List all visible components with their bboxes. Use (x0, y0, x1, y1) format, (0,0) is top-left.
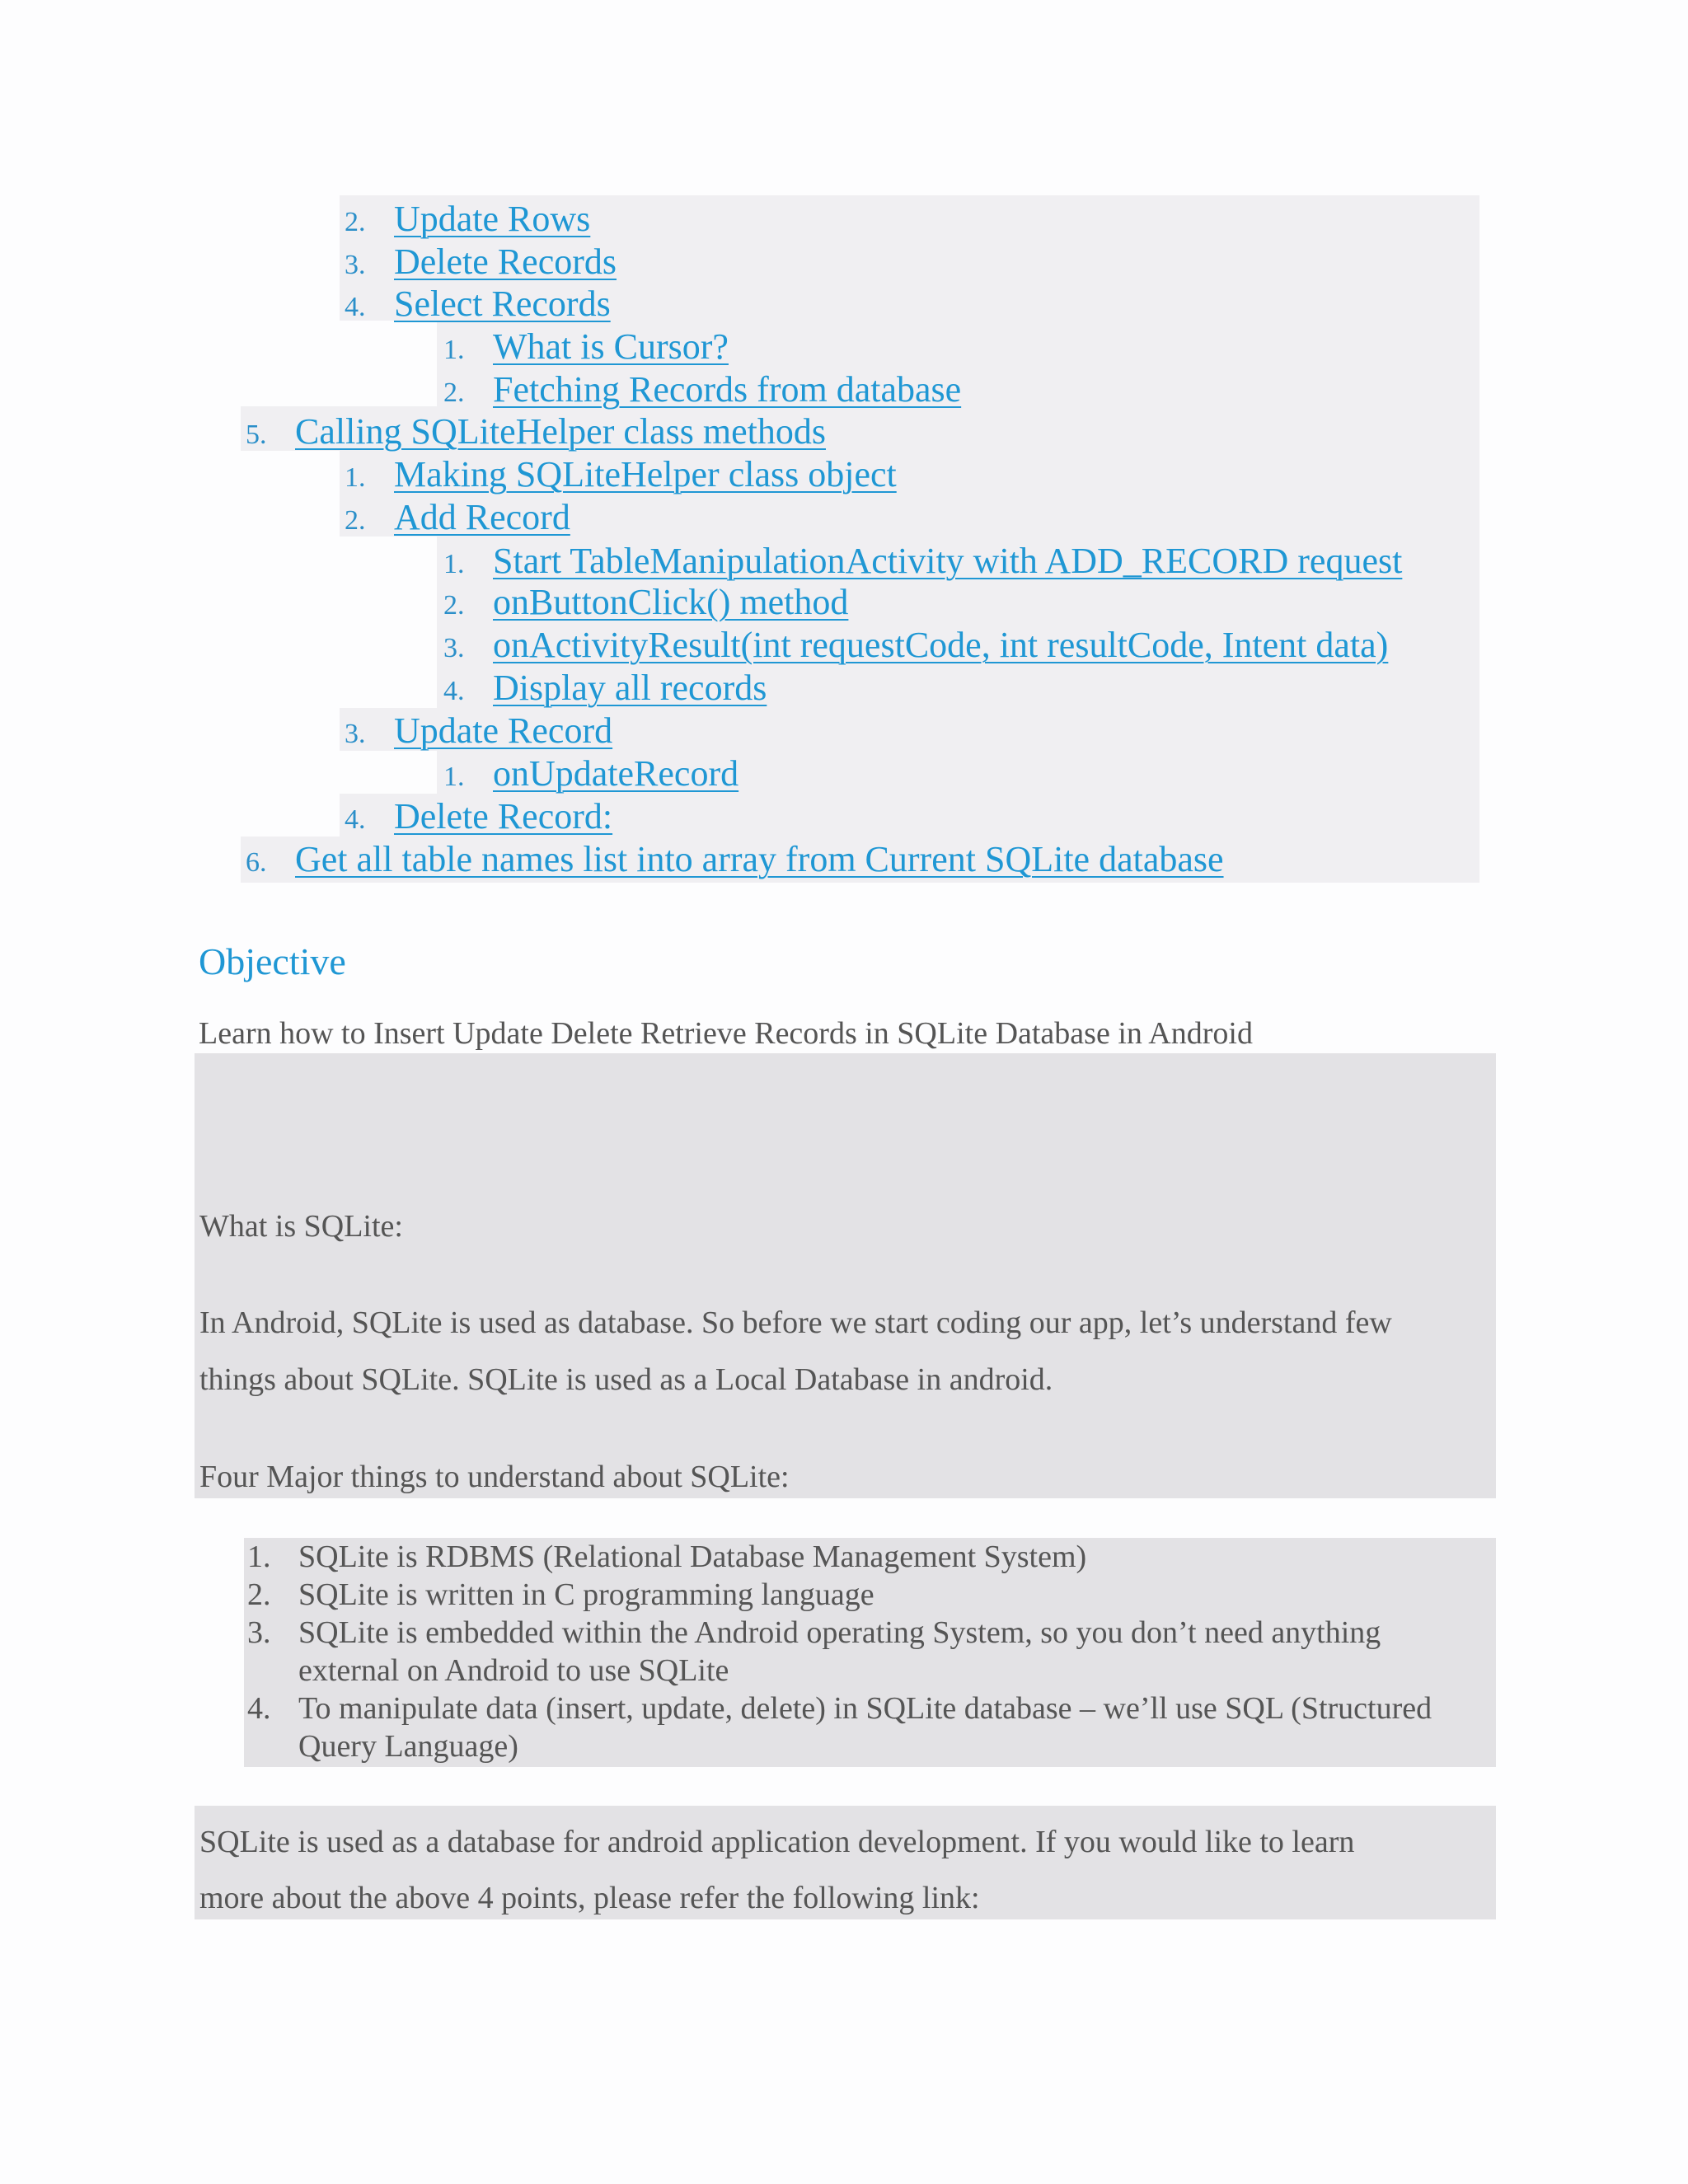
toc-link-making-object[interactable]: Making SQLiteHelper class object (394, 454, 897, 494)
toc-item-number: 2. (443, 590, 465, 621)
what-is-sqlite-paragraph-line2: things about SQLite. SQLite is used as a Local Database in android. (199, 1362, 1053, 1397)
list-item-number: 1. (247, 1540, 271, 1574)
toc-item (443, 368, 961, 411)
list-item-number: 3. (247, 1615, 271, 1650)
list-item-text: To manipulate data (insert, update, delete) in SQLite database – we’ll use SQL (Structured Query Language) (298, 1691, 1432, 1764)
objective-text: Learn how to Insert Update Delete Retrieve Records in SQLite Database in Android (199, 1016, 1253, 1051)
toc-item (345, 795, 612, 838)
toc-item-number: 6. (246, 847, 267, 878)
toc-item (246, 838, 1224, 881)
list-item (247, 1538, 1484, 1576)
toc-link-calling-sqlitehelper[interactable]: Calling SQLiteHelper class methods (295, 411, 826, 452)
list-item (247, 1614, 1484, 1690)
toc-item (443, 667, 767, 710)
toc-item (443, 326, 729, 368)
list-item (247, 1576, 1484, 1614)
toc-item-number: 3. (345, 250, 366, 280)
toc-item (345, 710, 612, 752)
toc-link-onbuttonclick[interactable]: onButtonClick() method (493, 582, 849, 622)
four-major-things-text: Four Major things to understand about SQLite: (199, 1460, 790, 1494)
what-is-sqlite-paragraph-line1: In Android, SQLite is used as database. So before we start coding our app, let’s understand few (199, 1305, 1392, 1340)
toc-link-select-records[interactable]: Select Records (394, 284, 611, 324)
toc-item-number: 1. (443, 549, 465, 579)
toc-item (345, 283, 611, 326)
toc-item-number: 2. (345, 207, 366, 237)
list-item (247, 1690, 1484, 1765)
toc-link-what-is-cursor[interactable]: What is Cursor? (493, 326, 729, 367)
toc-item (345, 198, 590, 241)
what-is-sqlite-title: What is SQLite: (199, 1209, 403, 1244)
toc-item (345, 496, 570, 539)
toc-link-fetching-records[interactable]: Fetching Records from database (493, 369, 962, 410)
toc-item-number: 3. (345, 719, 366, 749)
toc-link-onactivityresult[interactable]: onActivityResult(int requestCode, int resultCode, Intent data) (493, 625, 1389, 665)
toc-link-delete-record[interactable]: Delete Record: (394, 796, 613, 837)
toc-link-add-record[interactable]: Add Record (394, 497, 570, 537)
toc-item-number: 4. (345, 804, 366, 835)
list-item-number: 4. (247, 1691, 271, 1726)
what-is-sqlite-block (195, 1053, 1496, 1498)
closing-paragraph-line2: more about the above 4 points, please refer the following link: (199, 1881, 980, 1915)
toc-item (246, 410, 826, 453)
toc-item (443, 581, 848, 624)
toc-item-number: 1. (345, 462, 366, 493)
toc-link-get-table-names[interactable]: Get all table names list into array from Current SQLite database (295, 839, 1224, 879)
toc-link-update-record[interactable]: Update Record (394, 710, 613, 751)
toc-item-number: 3. (443, 633, 465, 663)
toc-item-number: 1. (443, 762, 465, 792)
toc-item (443, 624, 1388, 667)
toc-link-display-records[interactable]: Display all records (493, 668, 767, 708)
toc-link-update-rows[interactable]: Update Rows (394, 199, 591, 239)
toc-item-number: 4. (345, 292, 366, 322)
toc-item (345, 241, 617, 284)
list-item-text: SQLite is RDBMS (Relational Database Management System) (298, 1540, 1087, 1574)
list-item-number: 2. (247, 1577, 271, 1612)
toc-link-delete-records[interactable]: Delete Records (394, 241, 617, 282)
section-heading-objective: Objective (199, 940, 346, 982)
toc-item (345, 453, 897, 496)
toc-item-number: 1. (443, 335, 465, 365)
toc-link-start-activity[interactable]: Start TableManipulationActivity with ADD_RECORD request (493, 541, 1403, 581)
list-item-text: SQLite is embedded within the Android operating System, so you don’t need anything external on Android to use SQLite (298, 1615, 1381, 1688)
toc-item-number: 4. (443, 676, 465, 706)
toc-item-number: 5. (246, 419, 267, 450)
toc-link-onupdaterecord[interactable]: onUpdateRecord (493, 753, 739, 794)
toc-item-number: 2. (443, 377, 465, 408)
list-item-text: SQLite is written in C programming language (298, 1577, 874, 1612)
toc-item (443, 752, 738, 795)
closing-paragraph-line1: SQLite is used as a database for android application development. If you would like to learn (199, 1825, 1355, 1859)
toc-item-number: 2. (345, 505, 366, 536)
toc-item (443, 540, 1402, 583)
